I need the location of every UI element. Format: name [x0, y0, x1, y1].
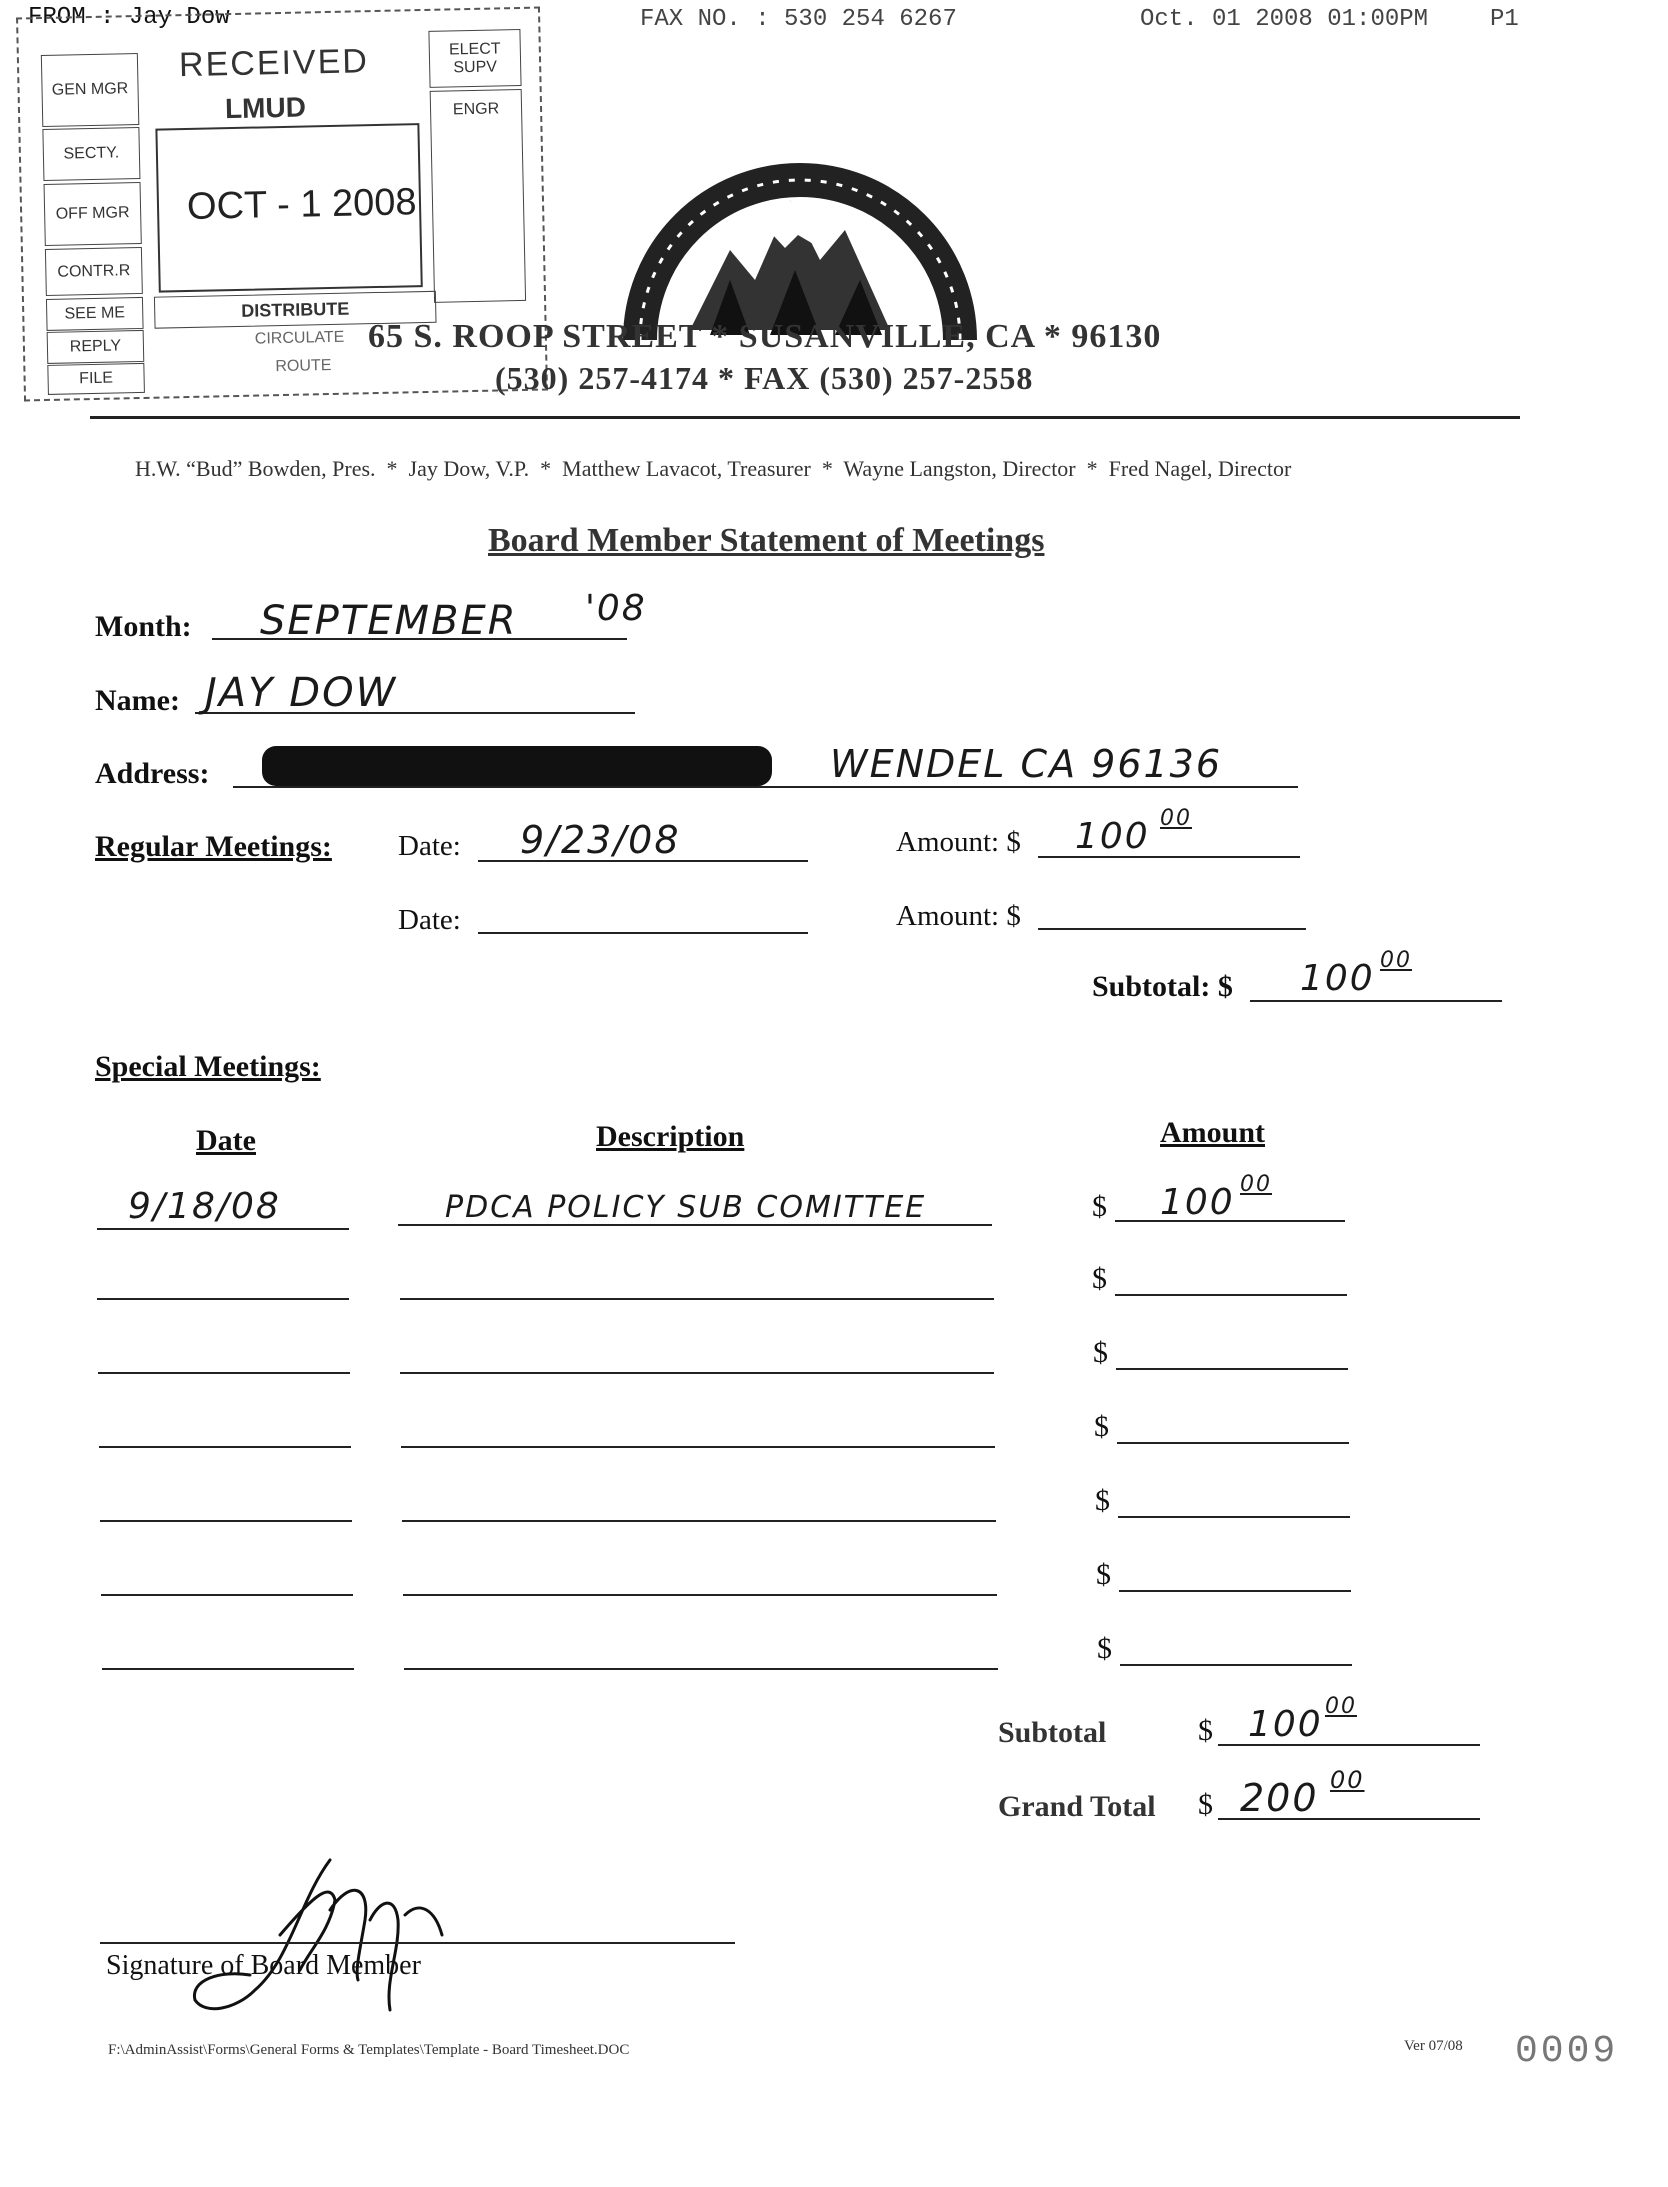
special-amount-line-2	[1115, 1294, 1347, 1296]
regular-date-label-2: Date:	[398, 904, 461, 936]
letterhead-phone: (530) 257-4174 * FAX (530) 257-2558	[495, 360, 1034, 396]
special-amount-cents-1: 00	[1240, 1172, 1272, 1197]
special-date-line-5	[100, 1520, 352, 1522]
special-meetings-label: Special Meetings:	[95, 1050, 321, 1083]
regular-subtotal-label: Subtotal: $	[1092, 970, 1233, 1003]
footer-file-path: F:\AdminAssist\Forms\General Forms & Templates\Template - Board Timesheet.DOC	[108, 2042, 630, 2058]
fax-from: FROM : Jay Dow	[28, 4, 230, 31]
letterhead-rule	[90, 416, 1520, 419]
special-date-line-1	[97, 1228, 349, 1230]
special-desc-line-3	[400, 1372, 994, 1374]
stamp-route: ROUTE	[275, 357, 332, 376]
name-value: JAY DOW	[205, 670, 398, 716]
handwritten-signature	[180, 1840, 460, 2025]
special-amount-line-4	[1117, 1442, 1349, 1444]
stamp-cell-see-me: SEE ME	[46, 297, 144, 331]
page-number: 0009	[1515, 2030, 1619, 2073]
special-amount-line-5	[1118, 1516, 1350, 1518]
regular-amount-1: 100	[1075, 816, 1150, 857]
grand-total-dollar: $	[1198, 1788, 1213, 1821]
col-amount-header: Amount	[1160, 1116, 1266, 1149]
special-subtotal-label: Subtotal	[998, 1716, 1107, 1749]
special-desc-line-7	[404, 1668, 998, 1670]
special-amount-line-7	[1120, 1664, 1352, 1666]
regular-meetings-label: Regular Meetings:	[95, 830, 332, 863]
fax-datetime: Oct. 01 2008 01:00PM	[1140, 6, 1429, 33]
special-date-line-7	[102, 1668, 354, 1670]
stamp-cell-gen-mgr: GEN MGR	[41, 53, 139, 127]
grand-total-value: 200	[1240, 1776, 1319, 1820]
month-label: Month:	[95, 610, 192, 643]
address-redaction	[262, 746, 772, 786]
stamp-cell-elect-supv: ELECT SUPV	[428, 29, 521, 88]
regular-date-line-2	[478, 932, 808, 934]
month-year: '08	[585, 588, 647, 629]
regular-date-label-1: Date:	[398, 830, 461, 862]
special-subtotal-dollar: $	[1198, 1714, 1213, 1747]
address-label: Address:	[95, 757, 210, 790]
regular-amount-label-2: Amount: $	[896, 900, 1021, 932]
regular-amount-cents-1: 00	[1160, 806, 1192, 831]
regular-subtotal-cents: 00	[1380, 948, 1412, 973]
special-desc-line-2	[400, 1298, 994, 1300]
stamp-cell-engr: ENGR	[430, 89, 526, 303]
signature-line	[100, 1942, 735, 1944]
special-dollar-7: $	[1097, 1632, 1112, 1665]
special-date-line-3	[98, 1372, 350, 1374]
address-line	[233, 786, 1298, 788]
special-desc-line-4	[401, 1446, 995, 1448]
stamp-cell-off-mgr: OFF MGR	[44, 182, 142, 246]
special-date-line-2	[97, 1298, 349, 1300]
signature-label: Signature of Board Member	[106, 1950, 421, 1981]
stamp-cell-file: FILE	[47, 363, 145, 395]
address-value: WENDEL CA 96136	[830, 742, 1223, 786]
grand-total-cents: 00	[1330, 1766, 1365, 1794]
col-date-header: Date	[196, 1124, 256, 1157]
special-subtotal-value: 100	[1248, 1704, 1323, 1745]
stamp-distribute: DISTRIBUTE	[154, 291, 437, 329]
grand-total-label: Grand Total	[998, 1790, 1156, 1823]
regular-subtotal-line	[1250, 1000, 1502, 1002]
special-subtotal-cents: 00	[1325, 1694, 1357, 1719]
month-value: SEPTEMBER	[260, 598, 518, 644]
special-amount-line-3	[1116, 1368, 1348, 1370]
footer-version: Ver 07/08	[1404, 2038, 1463, 2054]
regular-subtotal-value: 100	[1300, 958, 1375, 999]
stamp-cell-secty: SECTY.	[42, 127, 140, 181]
regular-amount-label-1: Amount: $	[896, 826, 1021, 858]
fax-number: FAX NO. : 530 254 6267	[640, 6, 957, 33]
special-dollar-4: $	[1094, 1410, 1109, 1443]
special-amount-line-6	[1119, 1590, 1351, 1592]
special-date-line-6	[101, 1594, 353, 1596]
special-dollar-2: $	[1092, 1262, 1107, 1295]
special-dollar-3: $	[1093, 1336, 1108, 1369]
stamp-date: OCT - 1 2008	[186, 181, 417, 228]
regular-date-1: 9/23/08	[520, 818, 681, 862]
special-dollar-1: $	[1092, 1190, 1107, 1223]
stamp-cell-contr: CONTR.R	[45, 247, 143, 296]
col-description-header: Description	[596, 1120, 745, 1153]
special-desc-line-6	[403, 1594, 997, 1596]
special-date-line-4	[99, 1446, 351, 1448]
regular-amount-line-2	[1038, 928, 1306, 930]
letterhead-address: 65 S. ROOP STREET * SUSANVILLE, CA * 96130	[368, 318, 1162, 355]
form-title: Board Member Statement of Meetings	[488, 522, 1045, 559]
stamp-org: LMUD	[224, 91, 307, 125]
special-desc-line-5	[402, 1520, 996, 1522]
fax-page: P1	[1490, 6, 1519, 33]
special-dollar-6: $	[1096, 1558, 1111, 1591]
special-dollar-5: $	[1095, 1484, 1110, 1517]
board-members: H.W. “Bud” Bowden, Pres. * Jay Dow, V.P. * Matthew Lavacot, Treasurer * Wayne Langston, Director * Fred Nagel, Director	[135, 456, 1292, 481]
name-label: Name:	[95, 684, 180, 717]
stamp-cell-reply: REPLY	[47, 330, 145, 364]
special-desc-1: PDCA POLICY SUB COMITTEE	[445, 1190, 927, 1225]
special-date-1: 9/18/08	[128, 1186, 281, 1227]
special-amount-1: 100	[1160, 1182, 1235, 1223]
stamp-circulate: CIRCULATE	[254, 328, 345, 348]
stamp-received: RECEIVED	[178, 42, 370, 85]
